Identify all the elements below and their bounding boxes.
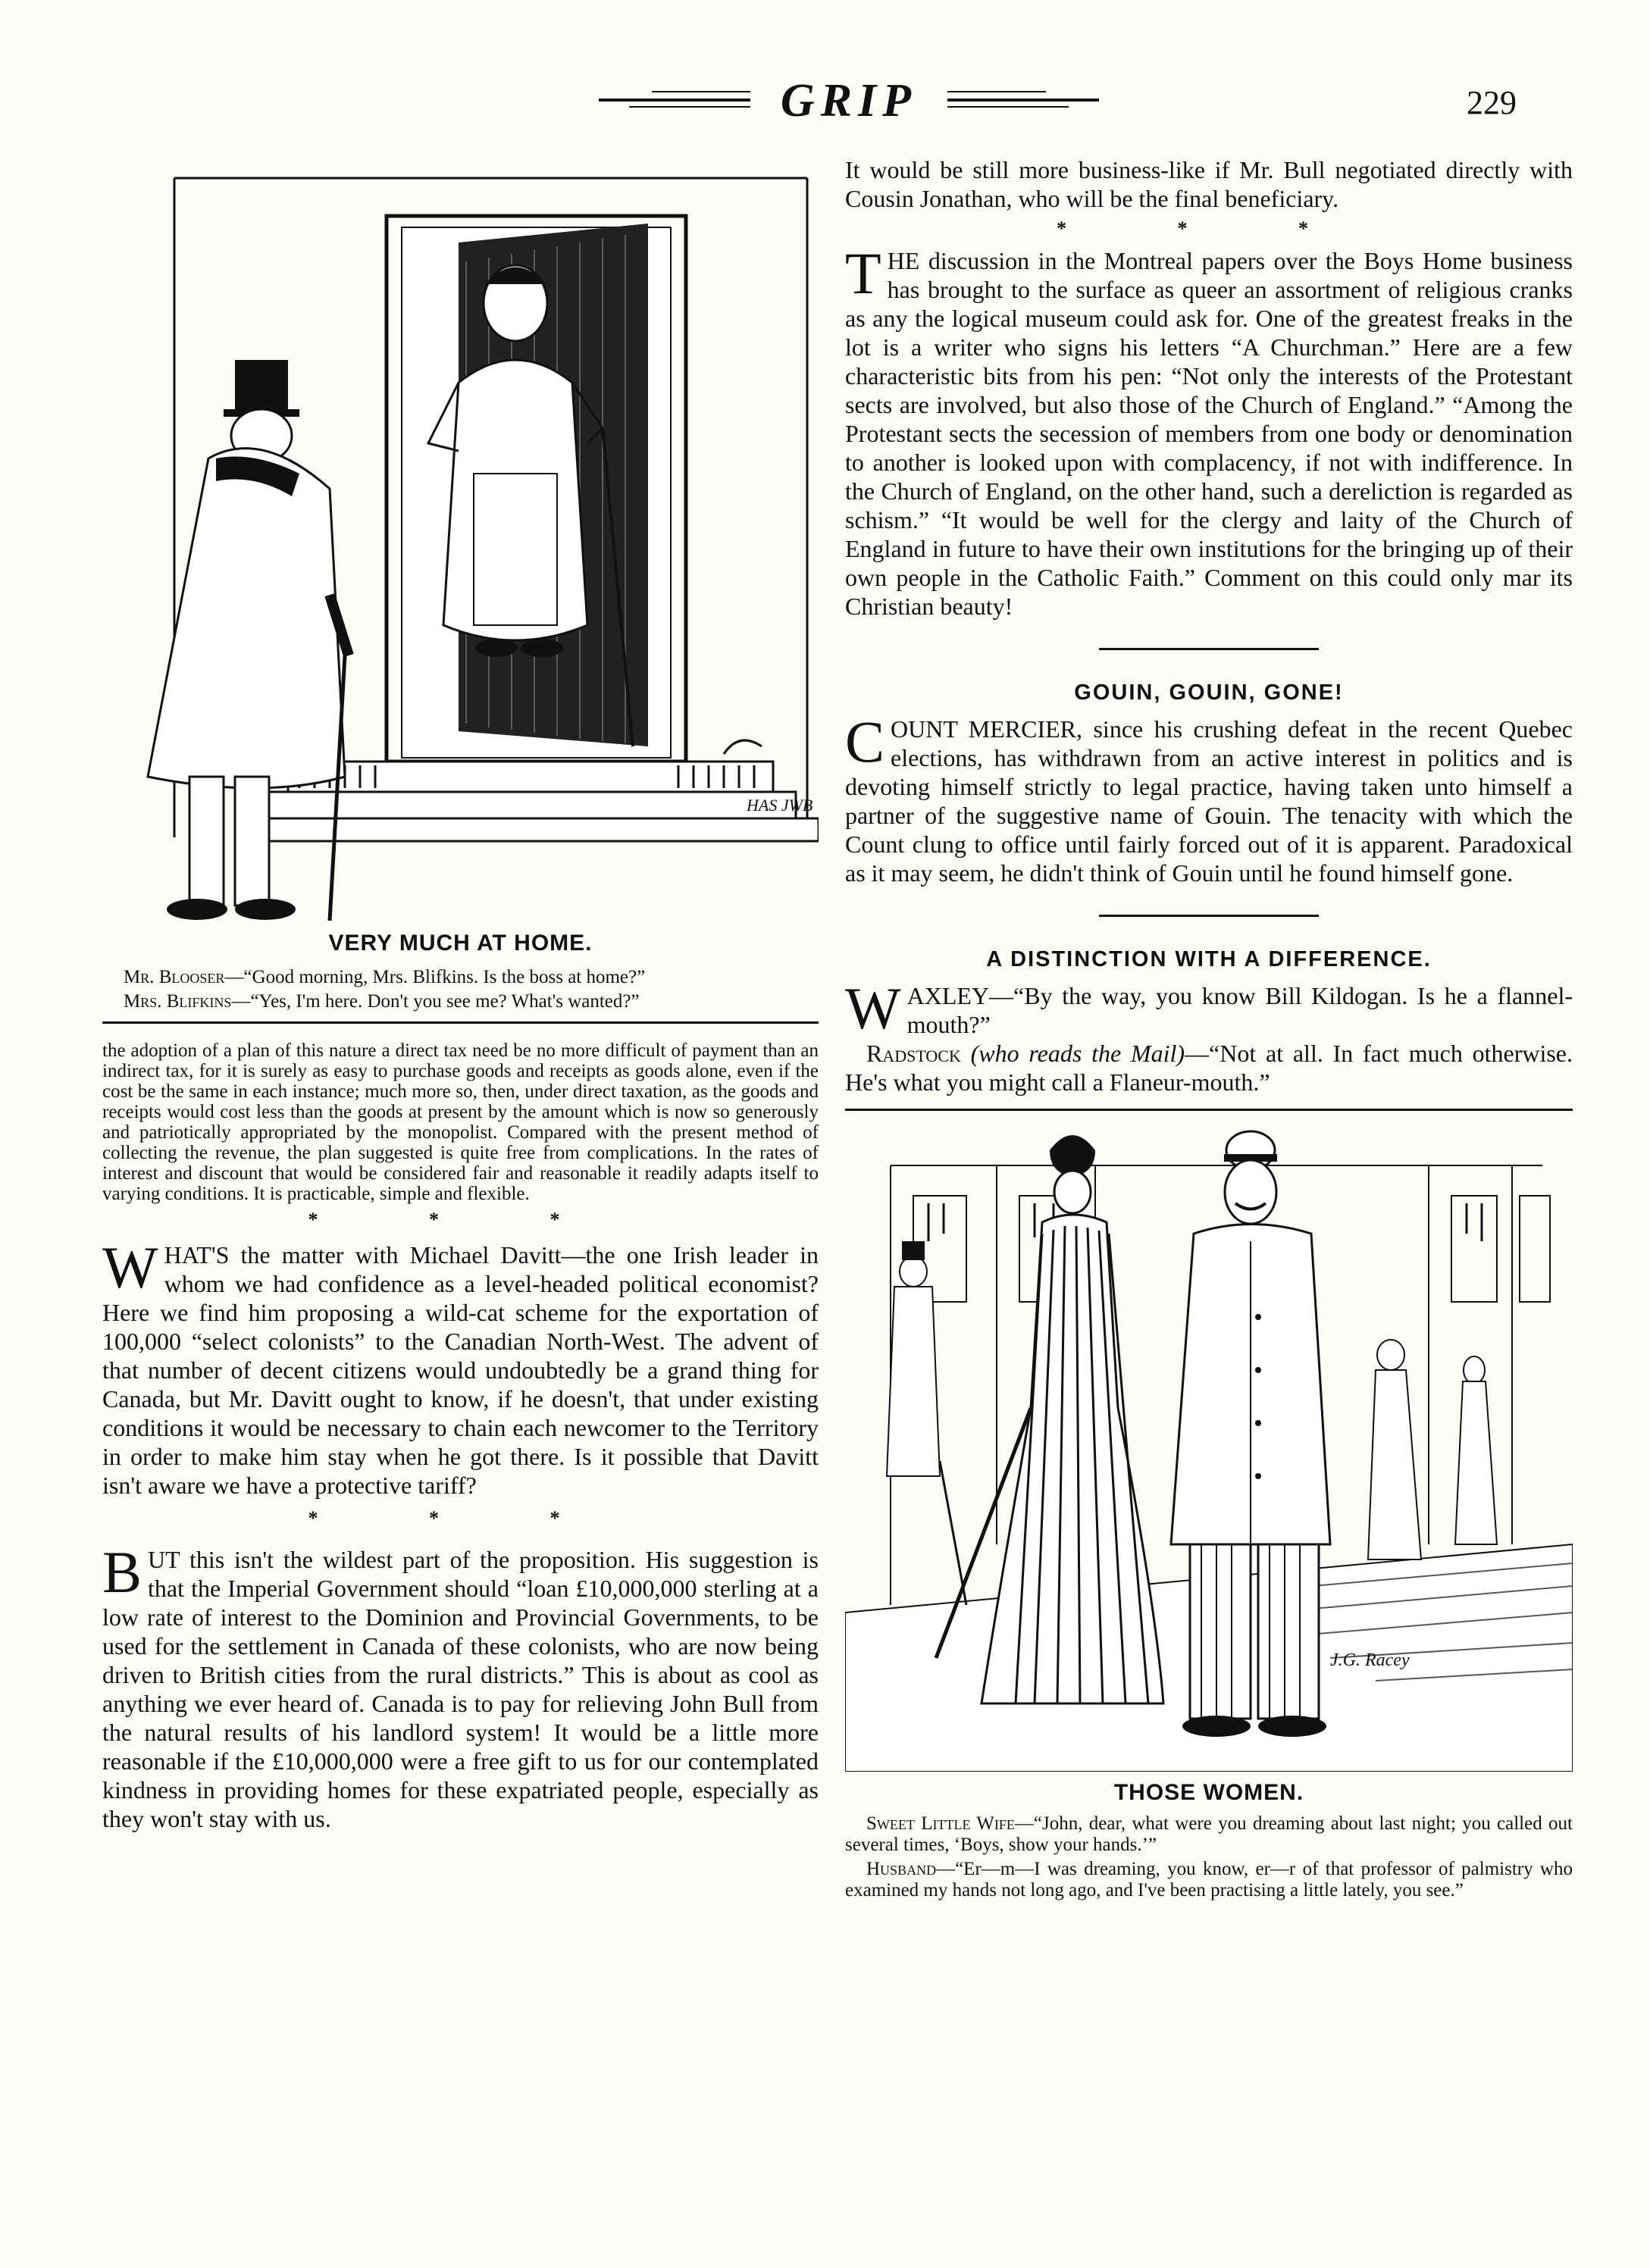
montreal-paragraph: THE discussion in the Montreal papers over the Boys Home business has brought to the surface as queer an assortment of religious cranks as any the logical museum could ask for. One of the greatest freaks in the lot is a writer who signs his letters “A Churchman.” Here are a few characteristic bits from his pen: “Not only the interests of the Protestant sects are involved, but also those of the Church of England.” “Among the Protestant sects the secession of members from one body or denomination to another is looked upon with complacency, if not with indifference. In the Church of England, on the other hand, such a dereliction is regarded as schism.” “It would be well for the clergy and laity of the Church of England in future to have their own institutions for the bringing up of their own people in the Catholic Faith.” Comment on this could only mar its Christian beauty! [845,240,1573,620]
section-stars: * * * [1057,217,1361,239]
dropcap: W [845,975,901,1041]
cartoon2-title: THOSE WOMEN. [1113,1780,1304,1805]
cartoon1-line-2: Mrs. Blifkins—“Yes, I'm here. Don't you see me? What's wanted?” [124,991,640,1012]
gouin-heading: GOUIN, GOUIN, GONE! [1074,680,1344,705]
cartoon1-title: VERY MUCH AT HOME. [328,931,593,956]
divider [845,1109,1573,1111]
dropcap: W [102,1234,158,1300]
dropcap: B [102,1539,142,1605]
dropcap: C [845,709,885,774]
cartoon-very-much-at-home [102,170,819,928]
bull-paragraph: It would be still more business-like if Mr. Bull negotiated directly with Cousin Jonathan, who will be the final beneficiary. [845,156,1573,212]
section-stars: * * * [308,1209,613,1231]
loan-paragraph: BUT this isn't the wildest part of the proposition. His suggestion is that the Imperial Government should “loan £10,000,000 sterling at a low rate of interest to the Dominion and Provincial Governments, to be used for the settlement in Canada of these colonists, who are now being driven to British cities from the rural districts.” This is about as cool as anything we ever heard of. Canada is to pay for relieving John Bull from the natural results of his landlord system! It would be a little more reasonable if the £10,000,000 were a free gift to us for our contemplated kindness in providing homes for these expatriated people, especially as they won't stay with us. [102,1539,819,1832]
distinction-line-2: Radstock (who reads the Mail)—“Not at all. In fact much otherwise. He's what you might call a Flaneur-mouth.” [845,1040,1573,1096]
davitt-paragraph: WHAT'S the matter with Michael Davitt—the one Irish leader in whom we had confidence as a level-headed political economist? Here we find him proposing a wild-cat scheme for the exportation of 100,000 “select colonists” to the Canadian North-West. The advent of that number of decent citizens would undoubtedly be a grand thing for Canada, but Mr. Davitt ought to know, if he doesn't, that under existing conditions it would be necessary to chain each newcomer to the Territory in order to make him stay when he got there. Is it possible that Davitt isn't aware we have a protective tariff? [102,1234,819,1499]
cartoon2-line-1: Sweet Little Wife—“John, dear, what were you dreaming about last night; you called out several times, ‘Boys, show your hands.’” [845,1813,1573,1855]
section-stars: * * * [308,1507,613,1529]
distinction-line-1: WAXLEY—“By the way, you know Bill Kildogan. Is he a flannel-mouth?” [845,975,1573,1041]
masthead [599,74,1099,127]
page-number: 229 [1467,84,1517,121]
cartoon1-line-1: Mr. Blooser—“Good morning, Mrs. Blifkins. Is the boss at home?” [124,967,646,987]
divider [1099,915,1319,917]
cartoon-those-women [845,1120,1573,1772]
right-column [845,155,1573,1901]
dropcap: T [845,240,881,306]
gouin-paragraph: COUNT MERCIER, since his crushing defeat in the recent Quebec elections, has withdrawn from an active interest in politics and is devoting himself strictly to legal practice, having taken unto himself a partner of the suggestive name of Gouin. The tenacity with which the Count clung to office until fairly forced out of it is apparent. Paradoxical as it may seem, he didn't think of Gouin until he found himself gone. [845,709,1573,887]
distinction-heading: A DISTINCTION WITH A DIFFERENCE. [986,947,1432,971]
cartoon1-signature: HAS JWB [747,796,813,815]
left-column [102,170,819,1833]
divider [1099,648,1319,650]
cartoon2-line-2: Husband—“Er—m—I was dreaming, you know, er—r of that professor of palmistry who examined my hands not long ago, and I've been practising a little lately, you see.” [845,1859,1573,1900]
tax-paragraph: the adoption of a plan of this nature a direct tax need be no more difficult of payment than an indirect tax, for it is surely as easy to purchase goods and receipts as goods alone, even if the cost be the same in each instance; much more so, then, under direct taxation, as the goods and receipts would cost less than the goods at present by the amount which is now so generously and patriotically appropriated by the monopolist. Compared with the present method of collecting the revenue, the plan suggested is quite free from complications. In the rates of interest and discount that would be considered fair and reasonable it readily adapts itself to varying conditions. It is practicable, simple and flexible. [102,1040,819,1204]
masthead-title: GRIP [780,75,918,127]
divider [102,1021,819,1024]
cartoon2-signature: J.G. Racey [1330,1650,1410,1670]
